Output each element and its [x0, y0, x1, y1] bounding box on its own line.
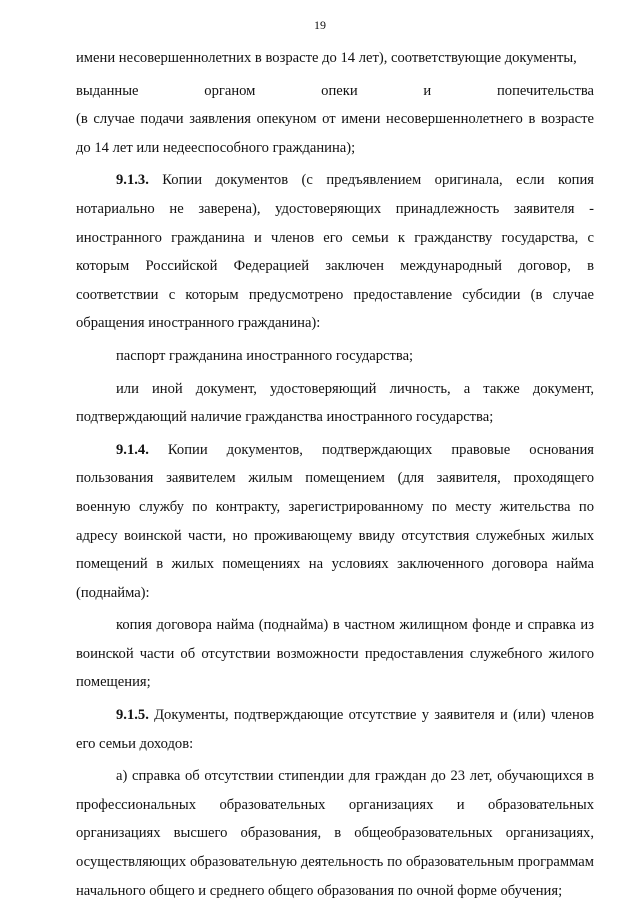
clause-text: Копии документов (с предъявлением оригинала, если копия нотариально не заверена), удостоверяющих принадлежность заявителя - иностранного гражданина и членов его семьи к гражданству государства, с которым Российской Федерацией заключен международный договор, в соответствии с которым предусмотрено предоставление субсидии (в случае обращения иностранного гражданина): — [76, 172, 594, 332]
clause-text: Документы, подтверждающие отсутствие у заявителя и (или) членов его семьи доходов: — [76, 707, 594, 752]
clause-number: 9.1.5. — [116, 707, 149, 724]
paragraph-continuation-spread: выданные органом опеки и попечительства — [76, 82, 594, 99]
list-item: копия договора найма (поднайма) в частном жилищном фонде и справка из воинской части об отсутствии возможности предоставления служебного жилого помещения; — [76, 617, 594, 691]
list-item: а) справка об отсутствии стипендии для граждан до 23 лет, обучающихся в профессиональных образовательных организациях и образовательных организациях высшего образования, в общеобразовательных организациях, осуществляющих образовательную деятельность по образовательным программам начального общего и среднего общего образования по очной форме обучения; — [76, 768, 594, 899]
list-item: или иной документ, удостоверяющий личность, а также документ, подтверждающий наличие гражданства иностранного государства; — [76, 380, 594, 426]
clause-9-1-5 — [76, 701, 594, 758]
clause-9-1-3 — [76, 166, 594, 338]
page-number: 19 — [314, 18, 326, 32]
clause-number: 9.1.4. — [116, 441, 149, 458]
list-item: паспорт гражданина иностранного государства; — [116, 347, 414, 364]
clause-text: Копии документов, подтверждающих правовые основания пользования заявителем жилым помещением (для заявителя, проходящего военную службу по контракту, зарегистрированному по месту жительства по адресу воинской части, но проживающему ввиду отсутствия служебных жилых помещений в жилых помещениях на условиях заключенного договора найма (поднайма): — [76, 441, 594, 601]
clause-number: 9.1.3. — [116, 172, 149, 189]
clause-9-1-4 — [76, 436, 594, 608]
document-body — [76, 44, 594, 909]
paragraph-continuation-note: (в случае подачи заявления опекуном от имени несовершеннолетнего в возрасте до 14 лет или недееспособного гражданина); — [76, 111, 594, 156]
paragraph-continuation: имени несовершеннолетних в возрасте до 14 лет), соответствующие документы, — [76, 50, 577, 66]
